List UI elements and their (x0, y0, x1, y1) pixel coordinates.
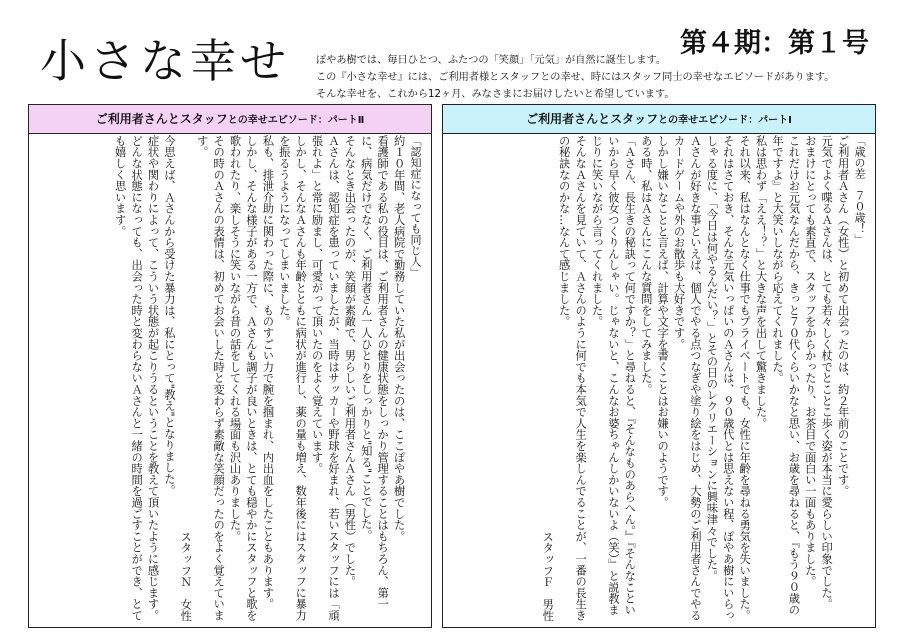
intro-line: この『小さな幸せ』には、ご利用者様とスタッフとの幸せ、時にはスタッフ同士の幸せなエピソードがあります。 (316, 72, 835, 83)
paragraph: ご利用者Ａさん（女性）と初めて出会ったのは、約２年前のことです。 (836, 135, 850, 497)
episode-panel-part1 (442, 104, 876, 628)
panel-title-main: ご利用者さんとスタッフ (95, 112, 228, 126)
paragraph: 今思えば、Ａさんから受けた暴力は、私にとって"教え"となりました。 (162, 135, 176, 496)
panel-title-sub: との幸せエピソード：パートⅠ (658, 115, 792, 126)
paragraph: 症状や関わりによって、こういう状態が起こりうるということを教えて頂いたように感じます。 (146, 135, 160, 621)
paragraph: 「Ａさん、長生きの秘訣って何ですか？」と尋ねると、『そんなものあらへん。』『そんなこといいから早く彼女つくりんしゃい。じゃないと、こんなお婆ちゃんしかいないよ（笑）』と説教まじりに笑いながら言ってくれました。 (590, 135, 637, 616)
paragraph: おまけにとっても素直で、スタッフをからかったり、お茶目で面白い一面もありました。 (803, 135, 817, 587)
paragraph: それはさておき、そんな元気いっぱいのＡさんは、９０歳代とは思えない程、ぽやあ樹にいらっしゃる度に、「今日は何やるんだい？」とその日のレクリエーションに興味津々でした。 (705, 135, 735, 621)
paragraph: Ａさんは、認知症を患っていましたが、当時はサッカーや野球を好まれ、若いスタッフには「頑張れよ」と常に励まし、可愛がって頂いたのをよく覚えています。 (310, 135, 340, 621)
paragraph: ある時、私はＡさんにこんな質問をしてみました。 (639, 135, 653, 395)
paragraph: その時のＡさんの表情は、初めてお会いした時と変わらず素敵な笑顔だったのをよく覚えています。 (195, 135, 226, 621)
paragraph: 私は思わず「ええ！？」と大きな声を出して驚きました。 (754, 135, 768, 429)
staff-signature: スタッフＦ 男性 (541, 530, 555, 621)
episode-body (35, 135, 423, 621)
paragraph: 約１０年間、老人病院で勤務していた私が出会ったのは、ここぽやあ樹でした。 (392, 135, 406, 542)
episode-panel-part2 (28, 104, 432, 628)
paragraph: Ａさんが好きな事といえば、個人でやる点つなぎや塗り絵をはじめ、大勢のご利用者さんでやるカードゲームや外のお散歩も大好きです。 (672, 135, 702, 621)
panel-title-sub: との幸せエピソード：パートⅡ (227, 115, 365, 126)
intro-line: ぽやあ樹では、毎日ひとつ、ふたつの「笑顔」「元気」が自然に誕生します。 (316, 55, 667, 66)
panel-title-main: ご利用者さんとスタッフ (526, 112, 659, 126)
paragraph: 看護師である私の役目は、ご利用者さんの健康状態をしっかり管理することはもちろん、第一に、病気だけでなく、ご利用者さん一人ひとりをしっかりと"知る"ことでした。 (359, 135, 390, 610)
issue-number: 第４期：第１号 (680, 28, 869, 59)
episode-body (449, 135, 867, 621)
episode-subtitle: 「歳の差 ７０歳！」 (853, 135, 866, 245)
paragraph: しかし嫌いなことと言えば、計算や文字を書くことはお嫌いのようです。 (656, 135, 670, 508)
paragraph: それ以来、私はなんとなく仕事でもプライベートでも、女性に年齢を尋ねる勇気を失いました。 (738, 135, 752, 621)
paragraph: しかし、そんな様子がある一方で、Ａさんも調子が良いときは、とても穏やかにスタッフと歌を歌われたり、楽しそうに笑いながら昔の話をしてくれる場面も沢山ありました。 (228, 135, 258, 621)
panel-title (29, 105, 431, 134)
paragraph: これだけお元気なんだから、きっと７０代くらいかなと思い、お歳を尋ねると、『もう９０歳の年ですよ』と大笑いしながら応えてくれました。 (770, 135, 801, 616)
panel-title (443, 105, 875, 134)
intro-text (316, 52, 886, 103)
intro-line: そんな幸せを、これから12ヶ月、みなさまにお届けしたいと希望しています。 (316, 89, 675, 100)
staff-signature: スタッフＮ 女性 (179, 530, 193, 621)
paragraph: そんなとき出会ったのが、笑顔が素敵で、男らしいご利用者さんＡさん（男性）でした。 (343, 135, 357, 587)
paragraph: 元気でよく喋るＡさんは、とても若々しく杖でとことこ歩く姿が本当に愛らしい印象でした。 (820, 135, 834, 610)
paragraph: どんな状態になっても、出会った時と変わらないＡさんと一緒の時間を過ごすことができ、とても嬉しく思います。 (113, 135, 144, 621)
paragraph: 私も、排泄介助に関わった際に、ものすごい力で腕を掴まれ、内出血をしたこともあります。 (261, 135, 275, 610)
newsletter-title: 小さな幸せ (40, 34, 290, 88)
episode-subtitle: 「認知症になっても同じ人」 (409, 135, 422, 278)
paragraph: そんなＡさんを見ていて、Ａさんのように何でも本気で人生を楽しんでることが、一番の長生きの秘訣なのかな…なんて感じました。 (557, 135, 588, 621)
paragraph: しかし、そんなＡさんも年齢とともに病状が進行し、薬の量も増え、数年後にはスタッフに暴力を振るうようになってしまいました。 (277, 135, 308, 621)
